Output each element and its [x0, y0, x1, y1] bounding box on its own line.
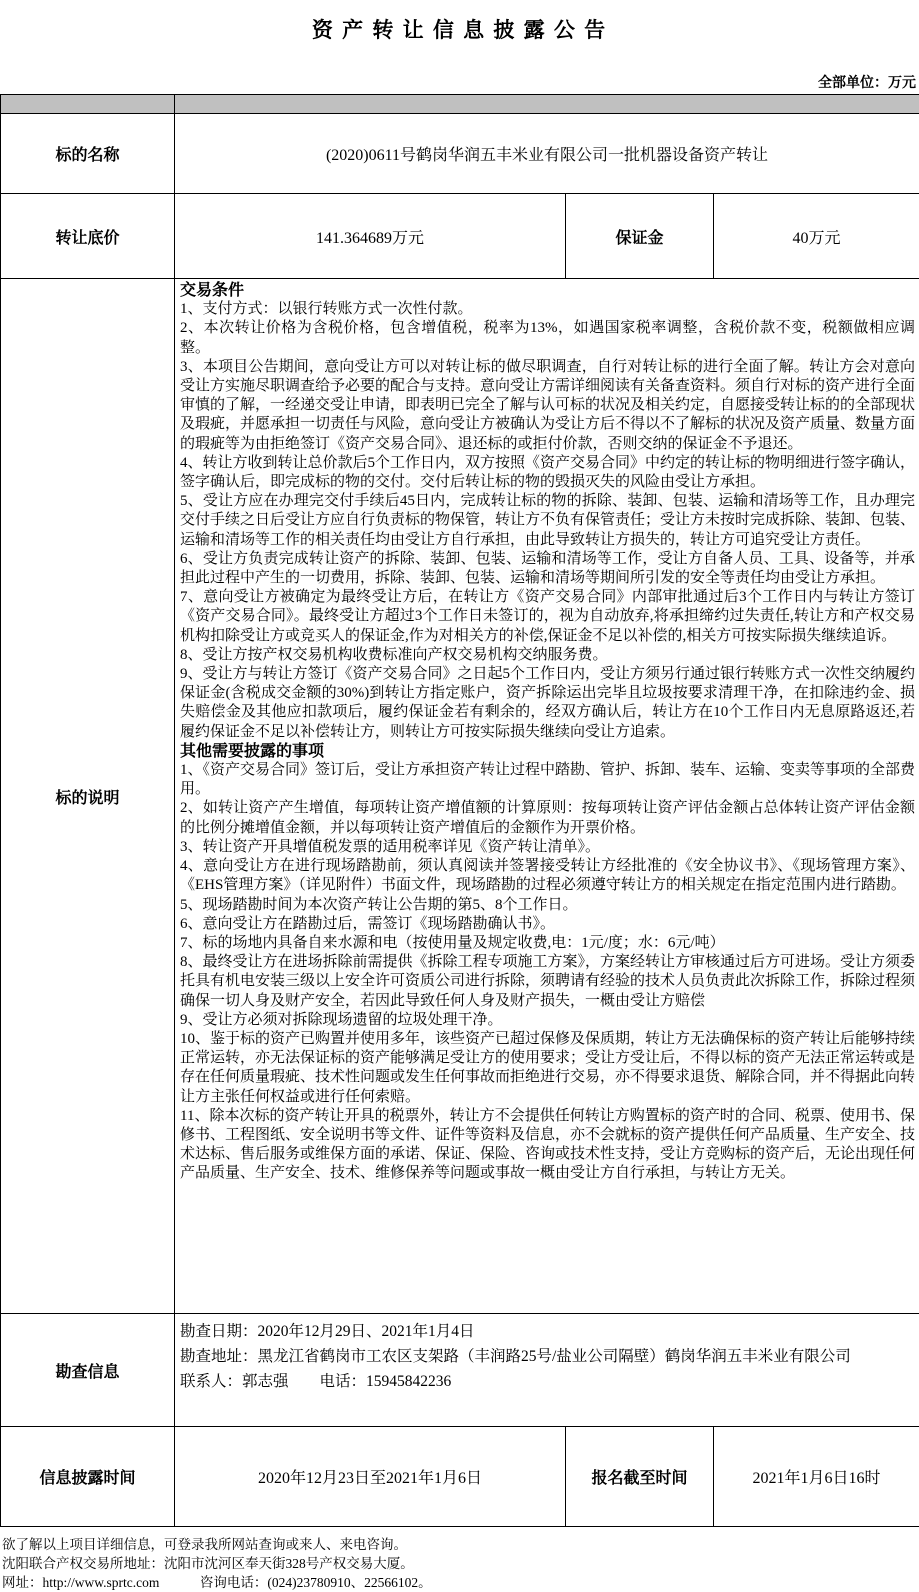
disclosure-time-label: 信息披露时间: [1, 1427, 175, 1527]
survey-line: 联系人：郭志强 电话：15945842236: [180, 1369, 915, 1394]
description-item: 6、意向受让方在踏勘过后，需签订《现场踏勘确认书》。: [180, 915, 915, 934]
description-item: 4、转让方收到转让总价款后5个工作日内，双方按照《资产交易合同》中约定的转让标的物明细进行签字确认，签字确认后，即完成标的物的交付。交付后转让标的物的毁损灭失的风险由受让方承担。: [180, 454, 915, 492]
subject-name-label: 标的名称: [1, 114, 175, 194]
survey-line: 勘查日期：2020年12月29日、2021年1月4日: [180, 1319, 915, 1344]
description-item: 7、标的场地内具备自来水源和电（按使用量及规定收费,电：1元/度；水：6元/吨）: [180, 934, 915, 953]
description-item: 9、受让方与转让方签订《资产交易合同》之日起5个工作日内，受让方须另行通过银行转账方式一次性交纳履约保证金(含税成交金额的30%)到转让方指定账户，资产拆除运出完毕且垃圾按要求清理干净，在扣除违约金、损失赔偿金及其他应扣款项后，履约保证金若有剩余的，经双方确认后，转让方在10个工作日内无息原路返还,若履约保证金不足以补偿转让方，则转让方可按实际损失继续向受让方追索。: [180, 665, 915, 742]
description-item: 9、受让方必须对拆除现场遗留的垃圾处理干净。: [180, 1011, 915, 1030]
announcement-table: [0, 94, 919, 1527]
description-item: 8、受让方按产权交易机构收费标准向产权交易机构交纳服务费。: [180, 646, 915, 665]
floor-price-value: 141.364689万元: [175, 194, 566, 279]
description-item: 8、最终受让方在进场拆除前需提供《拆除工程专项施工方案》，方案经转让方审核通过后方可进场。受让方须委托具有机电安装三级以上安全许可资质公司进行拆除，须聘请有经验的技术人员负责此次拆除工作，拆除过程须确保一切人身及财产安全，若因此导致任何人身及财产损失，一概由受让方赔偿: [180, 953, 915, 1011]
description-section-heading: 其他需要披露的事项: [180, 742, 915, 761]
description-text-block: [180, 281, 915, 1311]
survey-row: [1, 1314, 919, 1427]
header-cell-left: [1, 95, 175, 114]
unit-note: 全部单位：万元: [0, 72, 919, 94]
footer-address-line: 沈阳联合产权交易所地址：沈阳市沈河区奉天街328号产权交易大厦。: [2, 1554, 919, 1573]
survey-label: 勘查信息: [1, 1314, 175, 1427]
description-item: 3、本项目公告期间，意向受让方可以对转让标的做尽职调查，自行对转让标的进行全面了解。转让方会对意向受让方实施尽职调查给予必要的配合与支持。意向受让方需详细阅读有关备查资料。须自行对标的资产进行全面审慎的了解，一经递交受让申请，即表明已完全了解与认可标的状况及相关约定，自愿接受转让标的的全部现状及瑕疵，并愿承担一切责任与风险，意向受让方被确认为受让方后不得以不了解标的状况及资产质量、数量方面的瑕疵等为由拒绝签订《资产交易合同》、退还标的或拒付价款，否则交纳的保证金不予退还。: [180, 358, 915, 454]
survey-text-block: [180, 1319, 915, 1394]
floor-price-label: 转让底价: [1, 194, 175, 279]
description-section-heading: 交易条件: [180, 281, 915, 300]
floor-price-row: [1, 194, 919, 279]
description-item: 11、除本次标的资产转让开具的税票外，转让方不会提供任何转让方购置标的资产时的合同、税票、使用书、保修书、工程图纸、安全说明书等文件、证件等资料及信息，亦不会就标的资产提供任何产品质量、生产安全、技术达标、售后服务或维保方面的承诺、保证、保险、咨询或技术性支持，受让方竞购标的资产后，无论出现任何产品质量、生产安全、技术、维修保养等问题或事故一概由受让方自行承担，与转让方无关。: [180, 1107, 915, 1184]
description-item: 1、《资产交易合同》签订后，受让方承担资产转让过程中踏勘、管护、拆卸、装车、运输、变卖等事项的全部费用。: [180, 761, 915, 799]
table-header-row: [1, 95, 919, 114]
description-item: 2、本次转让价格为含税价格，包含增值税，税率为13%，如遇国家税率调整，含税价款不变，税额做相应调整。: [180, 319, 915, 357]
survey-line: 勘查地址：黑龙江省鹤岗市工农区支架路（丰润路25号/盐业公司隔壁）鹤岗华润五丰米业有限公司: [180, 1344, 915, 1369]
deposit-value: 40万元: [714, 194, 919, 279]
description-item: 1、支付方式：以银行转账方式一次性付款。: [180, 300, 915, 319]
description-item: 7、意向受让方被确定为最终受让方后，在转让方《资产交易合同》内部审批通过后3个工作日内与转让方签订《资产交易合同》。最终受让方超过3个工作日未签订的，视为自动放弃,将承担缔约过失责任,转让方和产权交易机构扣除受让方或竞买人的保证金,作为对相关方的补偿,保证金不足以补偿的,相关方可按实际损失继续追诉。: [180, 588, 915, 646]
description-label: 标的说明: [1, 279, 175, 1314]
description-item: 5、受让方应在办理完交付手续后45日内，完成转让标的物的拆除、装卸、包装、运输和清场等工作，且办理完交付手续之日后受让方应自行负责标的物保管，转让方不负有保管责任；受让方未按时完成拆除、装卸、包装、运输和清场等工作的相关责任均由受让方自行承担，由此导致转让方损失的，转让方可追究受让方责任。: [180, 492, 915, 550]
description-item: 6、受让方负责完成转让资产的拆除、装卸、包装、运输和清场等工作，受让方自备人员、工具、设备等，并承担此过程中产生的一切费用，拆除、装卸、包装、运输和清场等期间所引发的安全等责任均由受让方承担。: [180, 550, 915, 588]
description-row: [1, 279, 919, 1314]
description-cell: [175, 279, 919, 1314]
subject-name-row: [1, 114, 919, 194]
disclosure-time-value: 2020年12月23日至2021年1月6日: [175, 1427, 566, 1527]
deadline-label: 报名截至时间: [566, 1427, 714, 1527]
description-item: 2、如转让资产产生增值，每项转让资产增值额的计算原则：按每项转让资产评估金额占总体转让资产评估金额的比例分摊增值金额，并以每项转让资产增值后的金额作为开票价格。: [180, 799, 915, 837]
footer: [0, 1535, 919, 1592]
description-item: 3、转让资产开具增值税发票的适用税率详见《资产转让清单》。: [180, 838, 915, 857]
description-item: 10、鉴于标的资产已购置并使用多年，该些资产已超过保修及保质期，转让方无法确保标的资产转让后能够持续正常运转，亦无法保证标的资产能够满足受让方的使用要求；受让方受让后，不得以标的资产无法正常运转或是存在任何质量瑕疵、技术性问题或发生任何事故而拒绝进行交易，亦不得要求退货、解除合同，并不得据此向转让方主张任何权益或进行任何索赔。: [180, 1030, 915, 1107]
disclosure-time-row: [1, 1427, 919, 1527]
footer-contact-line: 网址：http://www.sprtc.com 咨询电话：(024)23780910、22566102。: [2, 1573, 919, 1592]
deadline-value: 2021年1月6日16时: [714, 1427, 919, 1527]
survey-cell: [175, 1314, 919, 1427]
description-item: 4、意向受让方在进行现场踏勘前，须认真阅读并签署接受转让方经批准的《安全协议书》、《现场管理方案》、《EHS管理方案》（详见附件）书面文件，现场踏勘的过程必须遵守转让方的相关规定在指定范围内进行踏勘。: [180, 857, 915, 895]
description-item: 5、现场踏勘时间为本次资产转让公告期的第5、8个工作日。: [180, 896, 915, 915]
header-cell-right: [175, 95, 919, 114]
subject-name-value: (2020)0611号鹤岗华润五丰米业有限公司一批机器设备资产转让: [175, 114, 919, 194]
deposit-label: 保证金: [566, 194, 714, 279]
page-title: 资 产 转 让 信 息 披 露 公 告: [0, 10, 919, 46]
footer-info-line: 欲了解以上项目详细信息，可登录我所网站查询或来人、来电咨询。: [2, 1535, 919, 1554]
